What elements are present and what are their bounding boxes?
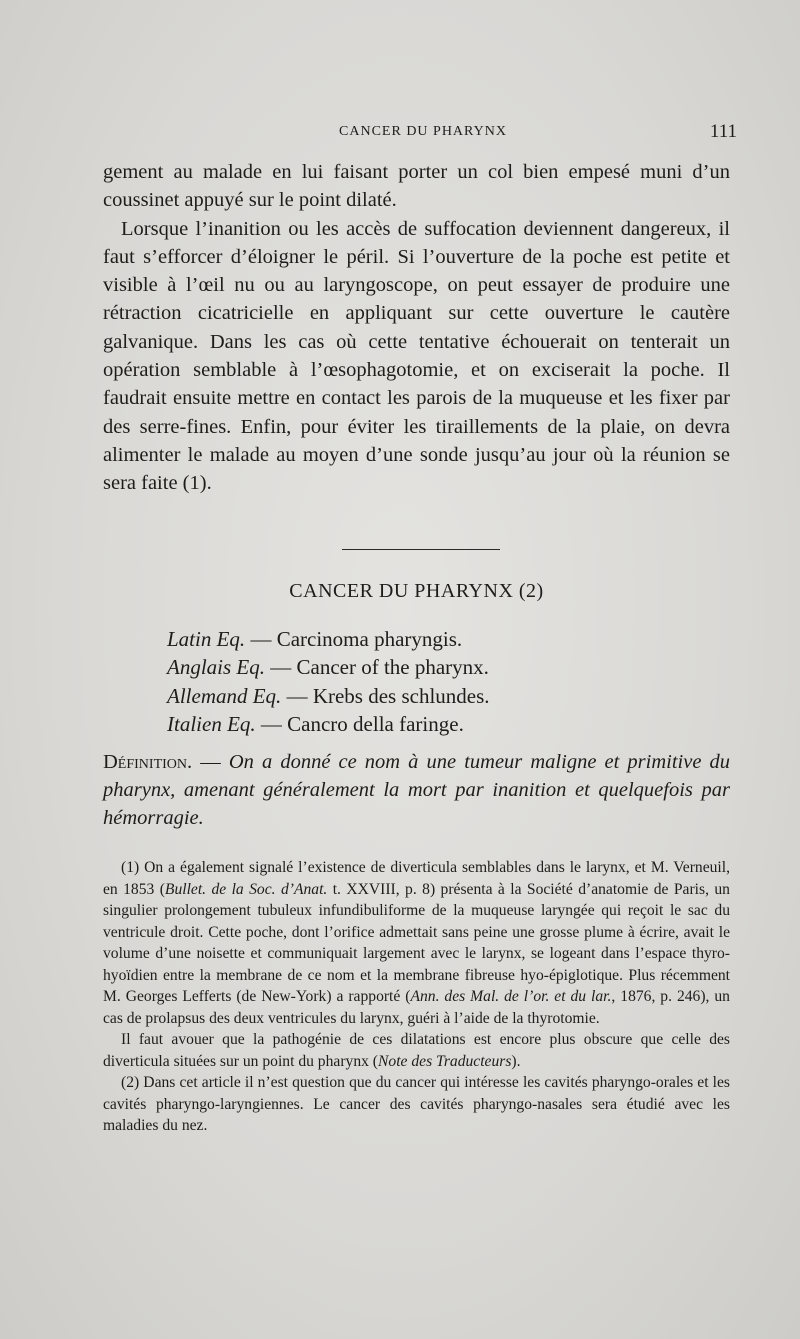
footnote-2: (2) Dans cet article il n’est question que du cancer qui intéresse les cavités pharyngo-orales et les cavités pharyngo-laryngiennes. Le cancer des cavités pharyngo-nasales sera étudié avec les maladies du nez. xyxy=(103,1074,730,1134)
page-number: 111 xyxy=(709,121,737,142)
equivalent-italian xyxy=(167,710,727,738)
equivalent-dash: — xyxy=(255,711,288,736)
footnote-1-translators-note xyxy=(103,1029,730,1072)
equivalent-language: Allemand Eq. xyxy=(167,683,282,708)
equivalent-term: Krebs des schlundes. xyxy=(312,683,490,708)
footnote-text: t. XXVIII, p. 8) présenta à la Société d’anatomie de Paris, un singulier prolongement tubuleux infundibuliforme de la muqueuse laryngée qui reçoit le sac du ventricule droit. Cette poche, dont l’orifice admettait sans peine une grosse plume à écrire, avait le volume d’une noisette et communiquait largement avec le larynx, se logeant dans l’espace thyro-hyoïdien entre la membrane de ce nom et la membrane fibreuse hyo-épiglotique. Plus récemment M. Georges Lefferts (de New-York) a rapporté ( xyxy=(103,880,730,1005)
equivalent-english xyxy=(167,653,727,681)
equivalent-language: Italien Eq. xyxy=(167,711,256,736)
footnote-text: ). xyxy=(511,1052,521,1070)
footnotes xyxy=(103,857,730,1137)
body-paragraph-1: gement au malade en lui faisant porter un col bien empesé muni d’un coussinet appuyé sur le point dilaté. xyxy=(103,161,730,212)
citation-ann-mal-or-lar: Ann. des Mal. de l’or. et du lar. xyxy=(410,988,612,1005)
footnote-1 xyxy=(103,857,730,1029)
definition-dash: — xyxy=(192,751,229,773)
equivalent-dash: — xyxy=(281,683,313,708)
section-title: CANCER DU PHARYNX (2) xyxy=(289,580,544,602)
definition-label: Définition. xyxy=(103,751,193,773)
equivalent-term: Cancro della faringe. xyxy=(287,711,464,736)
equivalent-term: Cancer of the pharynx. xyxy=(296,655,489,680)
equivalent-term: Carcinoma pharyngis. xyxy=(276,627,463,651)
body-text xyxy=(103,158,730,498)
equivalent-german xyxy=(167,682,727,710)
section-divider xyxy=(342,549,500,550)
definition xyxy=(103,748,730,832)
body-paragraph-2: Lorsque l’inanition ou les accès de suffocation deviennent dangereux, il faut s’efforcer d’éloigner le péril. Si l’ouverture de la poche est petite et visible à l’œil nu ou au laryngoscope, on peut essayer de produire une rétraction cicatricielle en appliquant sur cette ouverture le cautère galvanique. Dans les cas où cette tentative échouerait on tenterait un opération semblable à l’œsophagotomie, et on exciserait la poche. Il faudrait ensuite mettre en contact les parois de la muqueuse et les fixer par des serre-fines. Enfin, pour éviter les tiraillements de la plaie, on devra alimenter le malade au moyen d’une sonde jusqu’au jour où la réunion se sera faite (1). xyxy=(103,217,730,495)
equivalent-language: Latin Eq. xyxy=(167,627,246,651)
language-equivalents xyxy=(167,625,727,738)
running-title: CANCER DU PHARYNX xyxy=(339,124,507,139)
footnote-text: , 1876, p. 246), un cas de prolapsus des deux ventricules du larynx, guéri à l’aide de la thyrotomie. xyxy=(103,988,730,1027)
page-header xyxy=(103,121,743,148)
equivalent-dash: — xyxy=(245,627,277,651)
definition-text: On a donné ce nom à une tumeur maligne et primitive du pharynx, amenant généralement la mort par inanition et quelquefois par hémorragie. xyxy=(103,751,731,829)
equivalent-language: Anglais Eq. xyxy=(167,655,265,680)
translators-note-label: Note des Traducteurs xyxy=(378,1052,512,1070)
footnote-text: (1) On a également signalé l’existence de diverticula semblables dans le larynx, et M. Verneuil, en 1853 ( xyxy=(103,859,730,898)
equivalent-latin xyxy=(167,625,727,653)
equivalent-dash: — xyxy=(265,655,297,680)
citation-bullet-soc-anat: Bullet. de la Soc. d’Anat. xyxy=(164,880,328,898)
footnote-text: Il faut avouer que la pathogénie de ces dilatations est encore plus obscure que celle des diverticula situées sur un point du pharynx ( xyxy=(103,1031,730,1070)
